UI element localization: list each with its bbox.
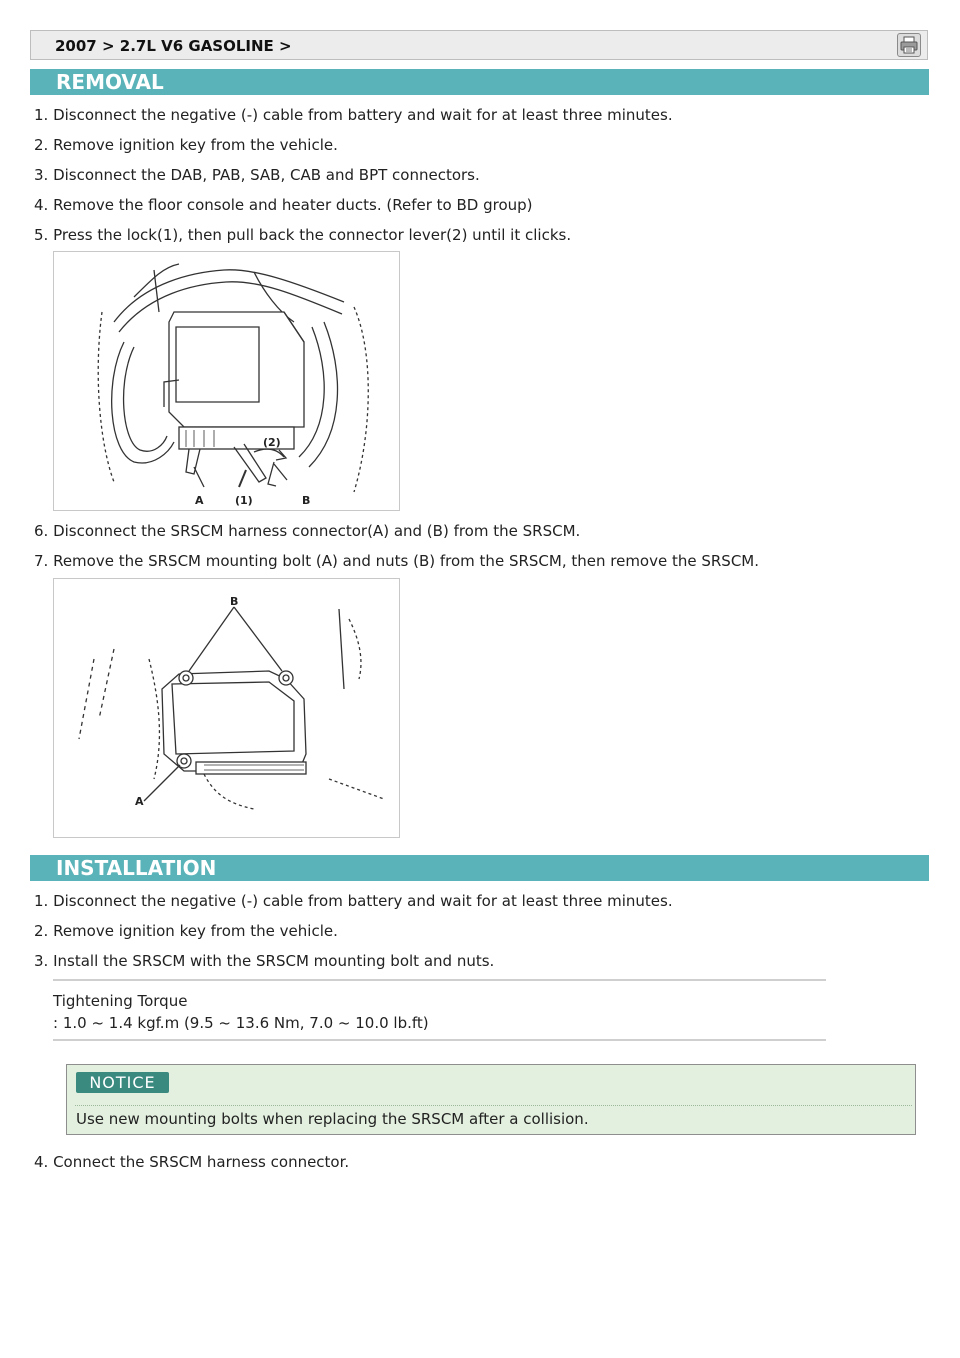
removal-title: REMOVAL bbox=[56, 70, 164, 94]
removal-section-header bbox=[30, 69, 929, 95]
removal-step-7: 7. Remove the SRSCM mounting bolt (A) and nuts (B) from the SRSCM, then remove the SRSCM. bbox=[34, 552, 760, 570]
removal-step-6: 6. Disconnect the SRSCM harness connector(A) and (B) from the SRSCM. bbox=[34, 522, 581, 540]
removal-step-1: 1. Disconnect the negative (-) cable from battery and wait for at least three minutes. bbox=[34, 106, 673, 124]
figure1-label-2: (2) bbox=[263, 436, 281, 449]
figure2-label-b: B bbox=[230, 595, 239, 608]
torque-spec-box bbox=[53, 979, 826, 1041]
torque-label: Tightening Torque bbox=[53, 992, 188, 1010]
notice-box bbox=[66, 1064, 916, 1135]
breadcrumb bbox=[30, 30, 928, 60]
installation-step-2: 2. Remove ignition key from the vehicle. bbox=[34, 922, 338, 940]
installation-step-4: 4. Connect the SRSCM harness connector. bbox=[34, 1153, 350, 1171]
breadcrumb-text: 2007 > 2.7L V6 GASOLINE > bbox=[55, 37, 292, 55]
removal-step-2: 2. Remove ignition key from the vehicle. bbox=[34, 136, 338, 154]
notice-badge: NOTICE bbox=[76, 1072, 169, 1093]
print-button[interactable] bbox=[897, 33, 921, 57]
mounting-bolt-illustration bbox=[54, 579, 399, 837]
mounting-bolt-figure bbox=[53, 578, 400, 838]
connector-lever-illustration bbox=[54, 252, 399, 510]
figure2-label-a: A bbox=[135, 795, 144, 808]
figure1-label-a: A bbox=[195, 494, 204, 507]
notice-divider bbox=[75, 1105, 912, 1106]
connector-lever-figure bbox=[53, 251, 400, 511]
printer-icon bbox=[898, 34, 920, 56]
removal-step-4: 4. Remove the floor console and heater ducts. (Refer to BD group) bbox=[34, 196, 533, 214]
installation-title: INSTALLATION bbox=[56, 856, 217, 880]
installation-step-1: 1. Disconnect the negative (-) cable from battery and wait for at least three minutes. bbox=[34, 892, 673, 910]
removal-step-3: 3. Disconnect the DAB, PAB, SAB, CAB and BPT connectors. bbox=[34, 166, 480, 184]
removal-step-5: 5. Press the lock(1), then pull back the connector lever(2) until it clicks. bbox=[34, 226, 572, 244]
installation-step-3: 3. Install the SRSCM with the SRSCM mounting bolt and nuts. bbox=[34, 952, 495, 970]
notice-text: Use new mounting bolts when replacing the SRSCM after a collision. bbox=[76, 1110, 589, 1128]
figure1-label-1: (1) bbox=[235, 494, 253, 507]
figure1-label-b: B bbox=[302, 494, 311, 507]
torque-value: : 1.0 ~ 1.4 kgf.m (9.5 ~ 13.6 Nm, 7.0 ~ 10.0 lb.ft) bbox=[53, 1014, 429, 1032]
installation-section-header bbox=[30, 855, 929, 881]
